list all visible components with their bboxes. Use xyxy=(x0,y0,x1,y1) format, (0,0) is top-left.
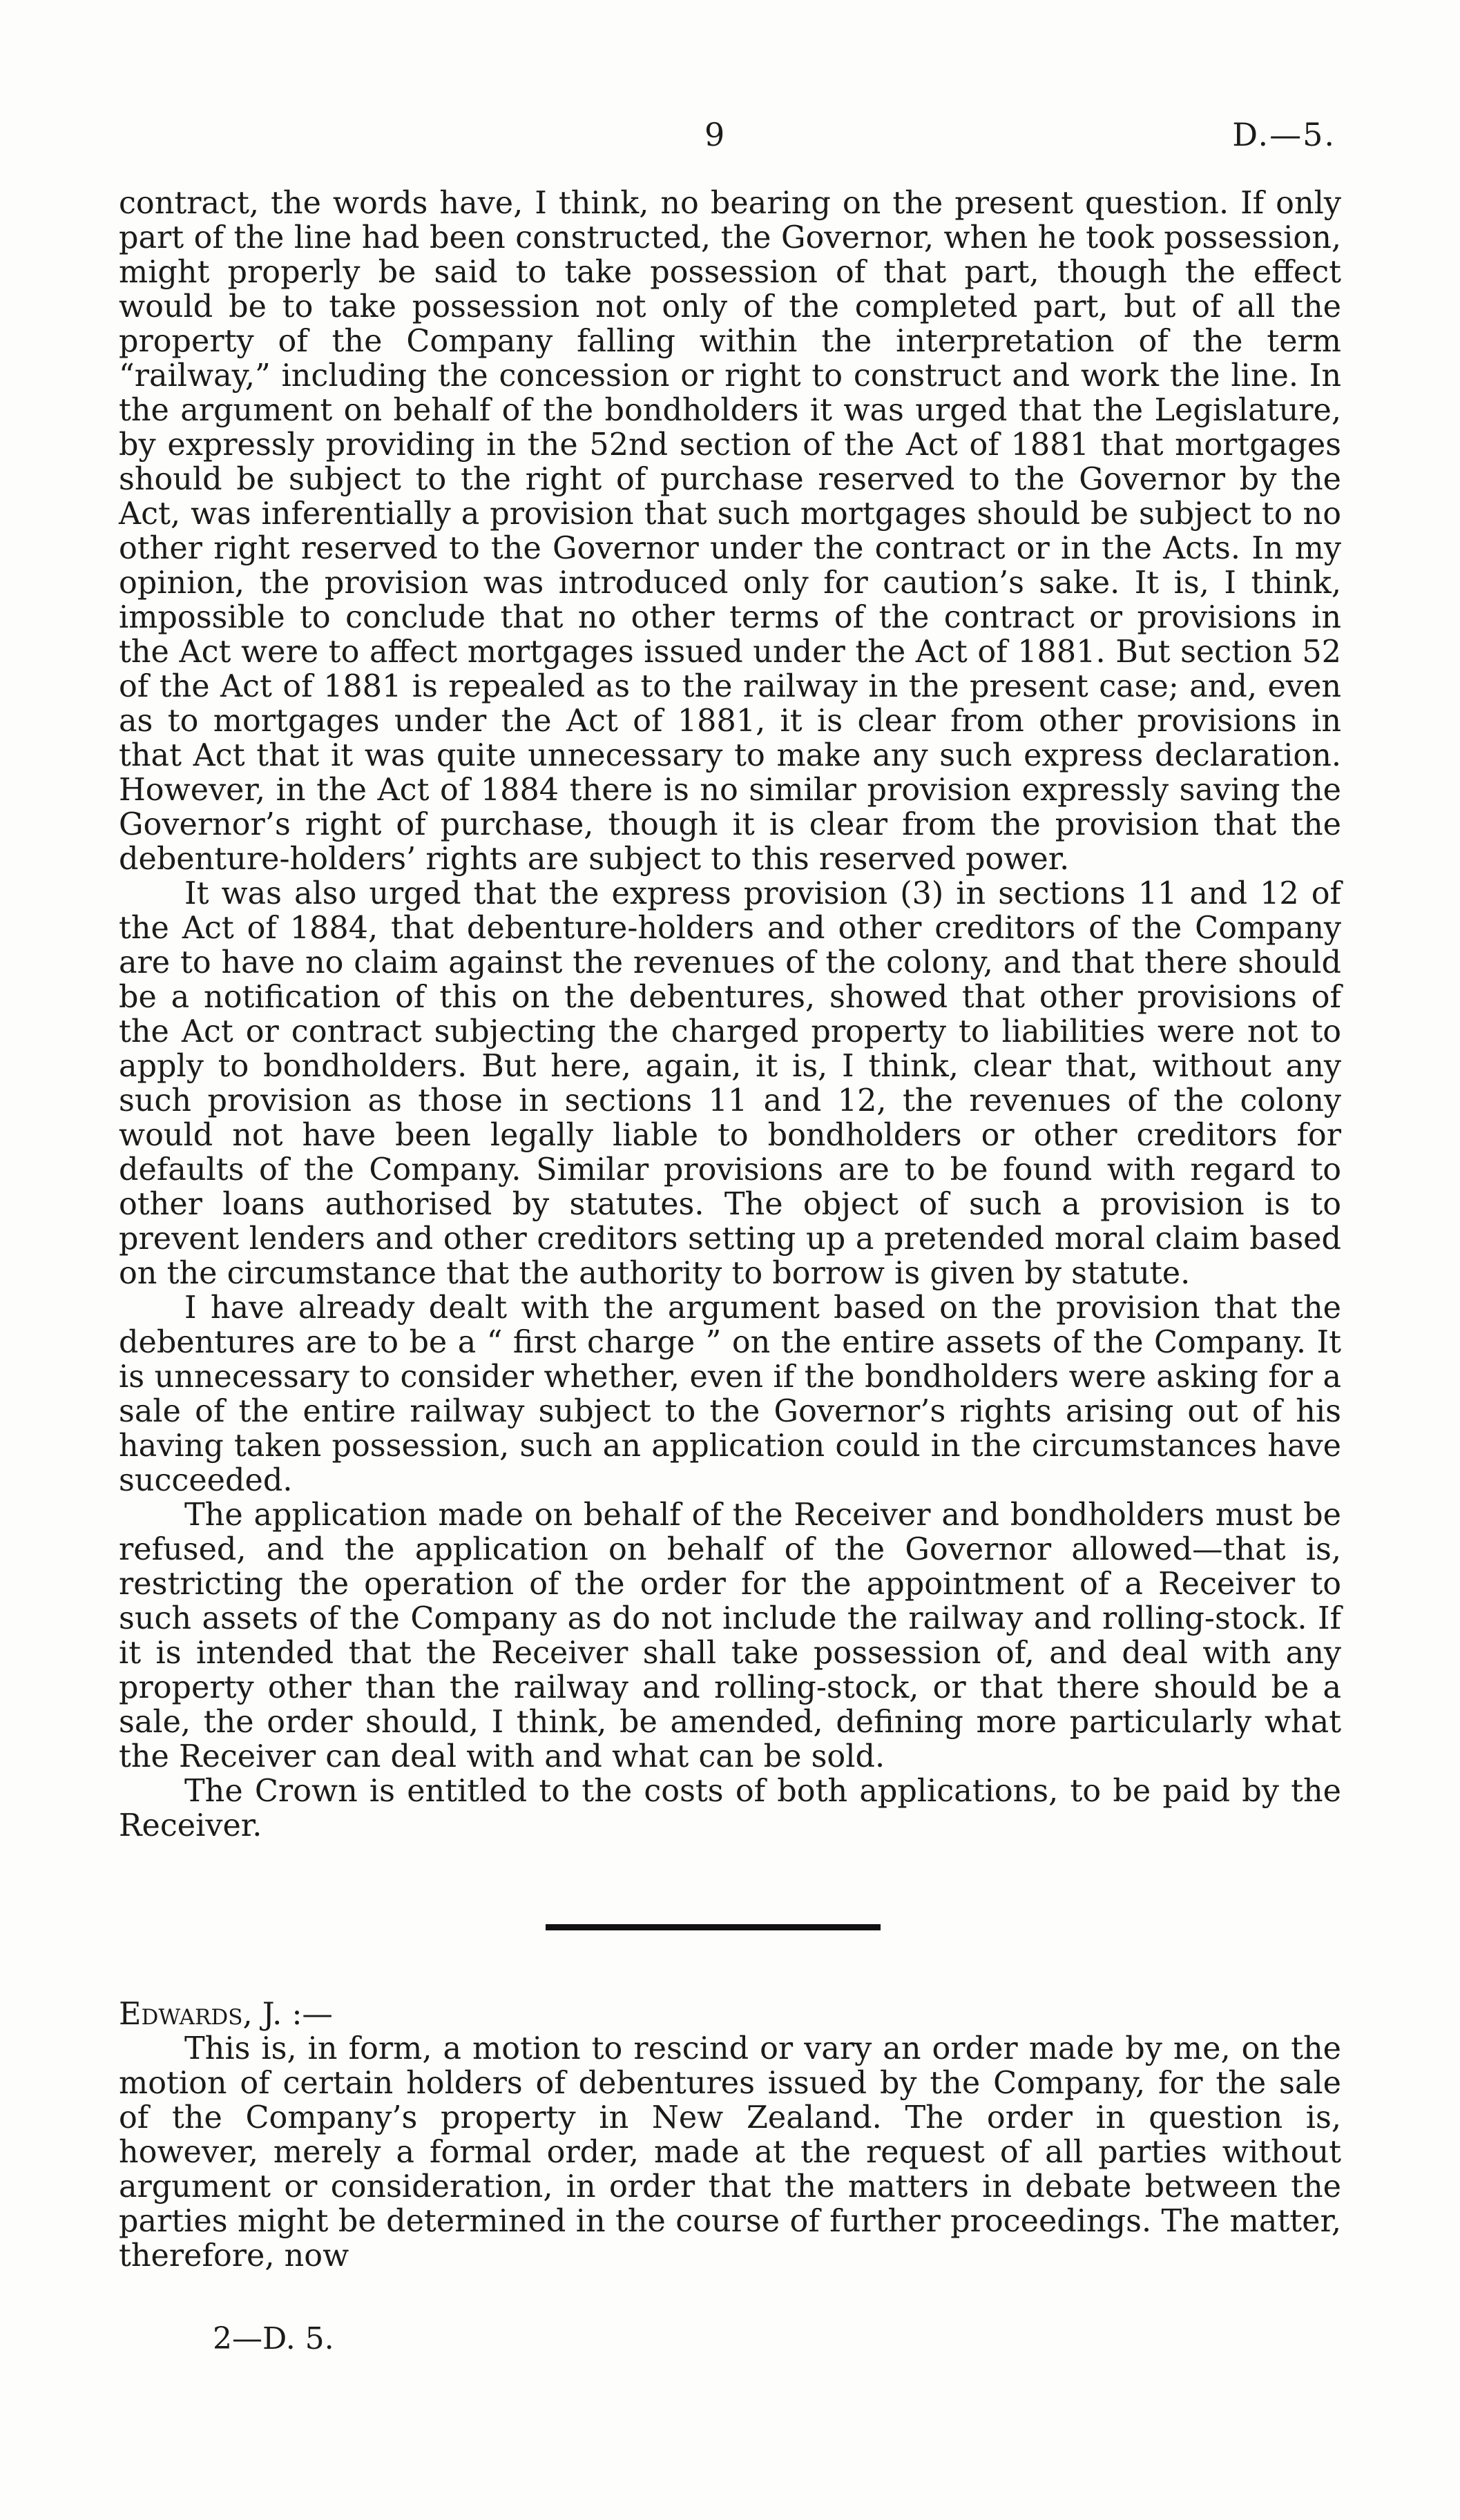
judge-heading: Edwards, J. :— xyxy=(119,1997,333,2032)
edwards-judgment xyxy=(119,1997,1341,2274)
paragraph-5: The Crown is entitled to the costs of both applications, to be paid by the Receiver. xyxy=(119,1774,1341,1843)
edwards-paragraph: This is, in form, a motion to rescind or vary an order made by me, on the motion of certain holders of debentures issued by the Company, for the sale of the Company’s property in New Zealand. The order in question is, however, merely a formal order, made at the request of all parties without argument or consideration, in order that the matters in debate between the parties might be determined in the course of further proceedings. The matter, therefore, now xyxy=(119,2031,1341,2274)
section-divider-rule xyxy=(546,1924,881,1930)
paragraph-3: I have already dealt with the argument based on the provision that the debentures are to be a “ first charge ” on the entire assets of the Company. It is unnecessary to consider whether, even if the bondholders were asking for a sale of the entire railway subject to the Governor’s rights arising out of his having taken possession, such an application could in the circumstances have succeeded. xyxy=(119,1290,1341,1498)
paragraph-2: It was also urged that the express provision (3) in sections 11 and 12 of the Act of 1884, that debenture-holders and other creditors of the Company are to have no claim against the revenues of the colony, and that there should be a notification of this on the debentures, showed that other provisions of the Act or contract subjecting the charged property to liabilities were not to apply to bondholders. But here, again, it is, I think, clear that, without any such provision as those in sections 11 and 12, the revenues of the colony would not have been legally liable to bondholders or other creditors for defaults of the Company. Similar provisions are to be found with regard to other loans authorised by statutes. The object of such a provision is to prevent lenders and other creditors setting up a pretended moral claim based on the circumstance that the authority to borrow is given by statute. xyxy=(119,876,1341,1291)
page-header xyxy=(0,116,1460,157)
page-number: 9 xyxy=(704,116,725,153)
judgment-body xyxy=(119,186,1341,1843)
document-reference: D.—5. xyxy=(1232,116,1336,153)
paragraph-1: contract, the words have, I think, no bearing on the present question. If only part of the line had been constructed, the Governor, when he took possession, might properly be said to take possession of that part, though the effect would be to take possession not only of the completed part, but of all the property of the Company falling within the interpretation of the term “railway,” including the concession or right to construct and work the line. In the argument on behalf of the bondholders it was urged that the Legislature, by expressly providing in the 52nd section of the Act of 1881 that mortgages should be subject to the right of purchase reserved to the Governor by the Act, was inferentially a provision that such mortgages should be subject to no other right reserved to the Governor under the contract or in the Acts. In my opinion, the provision was introduced only for caution’s sake. It is, I think, impossible to conclude that no other terms of the contract or provisions in the Act were to affect mortgages issued under the Act of 1881. But section 52 of the Act of 1881 is repealed as to the railway in the present case; and, even as to mortgages under the Act of 1881, it is clear from other provisions in that Act that it was quite unnecessary to make any such express declaration. However, in the Act of 1884 there is no similar provision expressly saving the Governor’s right of purchase, though it is clear from the provision that the debenture-holders’ rights are subject to this reserved power. xyxy=(119,186,1341,877)
signature-reference: 2—D. 5. xyxy=(213,2321,334,2356)
paragraph-4: The application made on behalf of the Receiver and bondholders must be refused, and the application on behalf of the Governor allowed—that is, restricting the operation of the order for the appointment of a Receiver to such assets of the Company as do not include the railway and rolling-stock. If it is intended that the Receiver shall take possession of, and deal with any property other than the railway and rolling-stock, or that there should be a sale, the order should, I think, be amended, defining more particularly what the Receiver can deal with and what can be sold. xyxy=(119,1498,1341,1774)
